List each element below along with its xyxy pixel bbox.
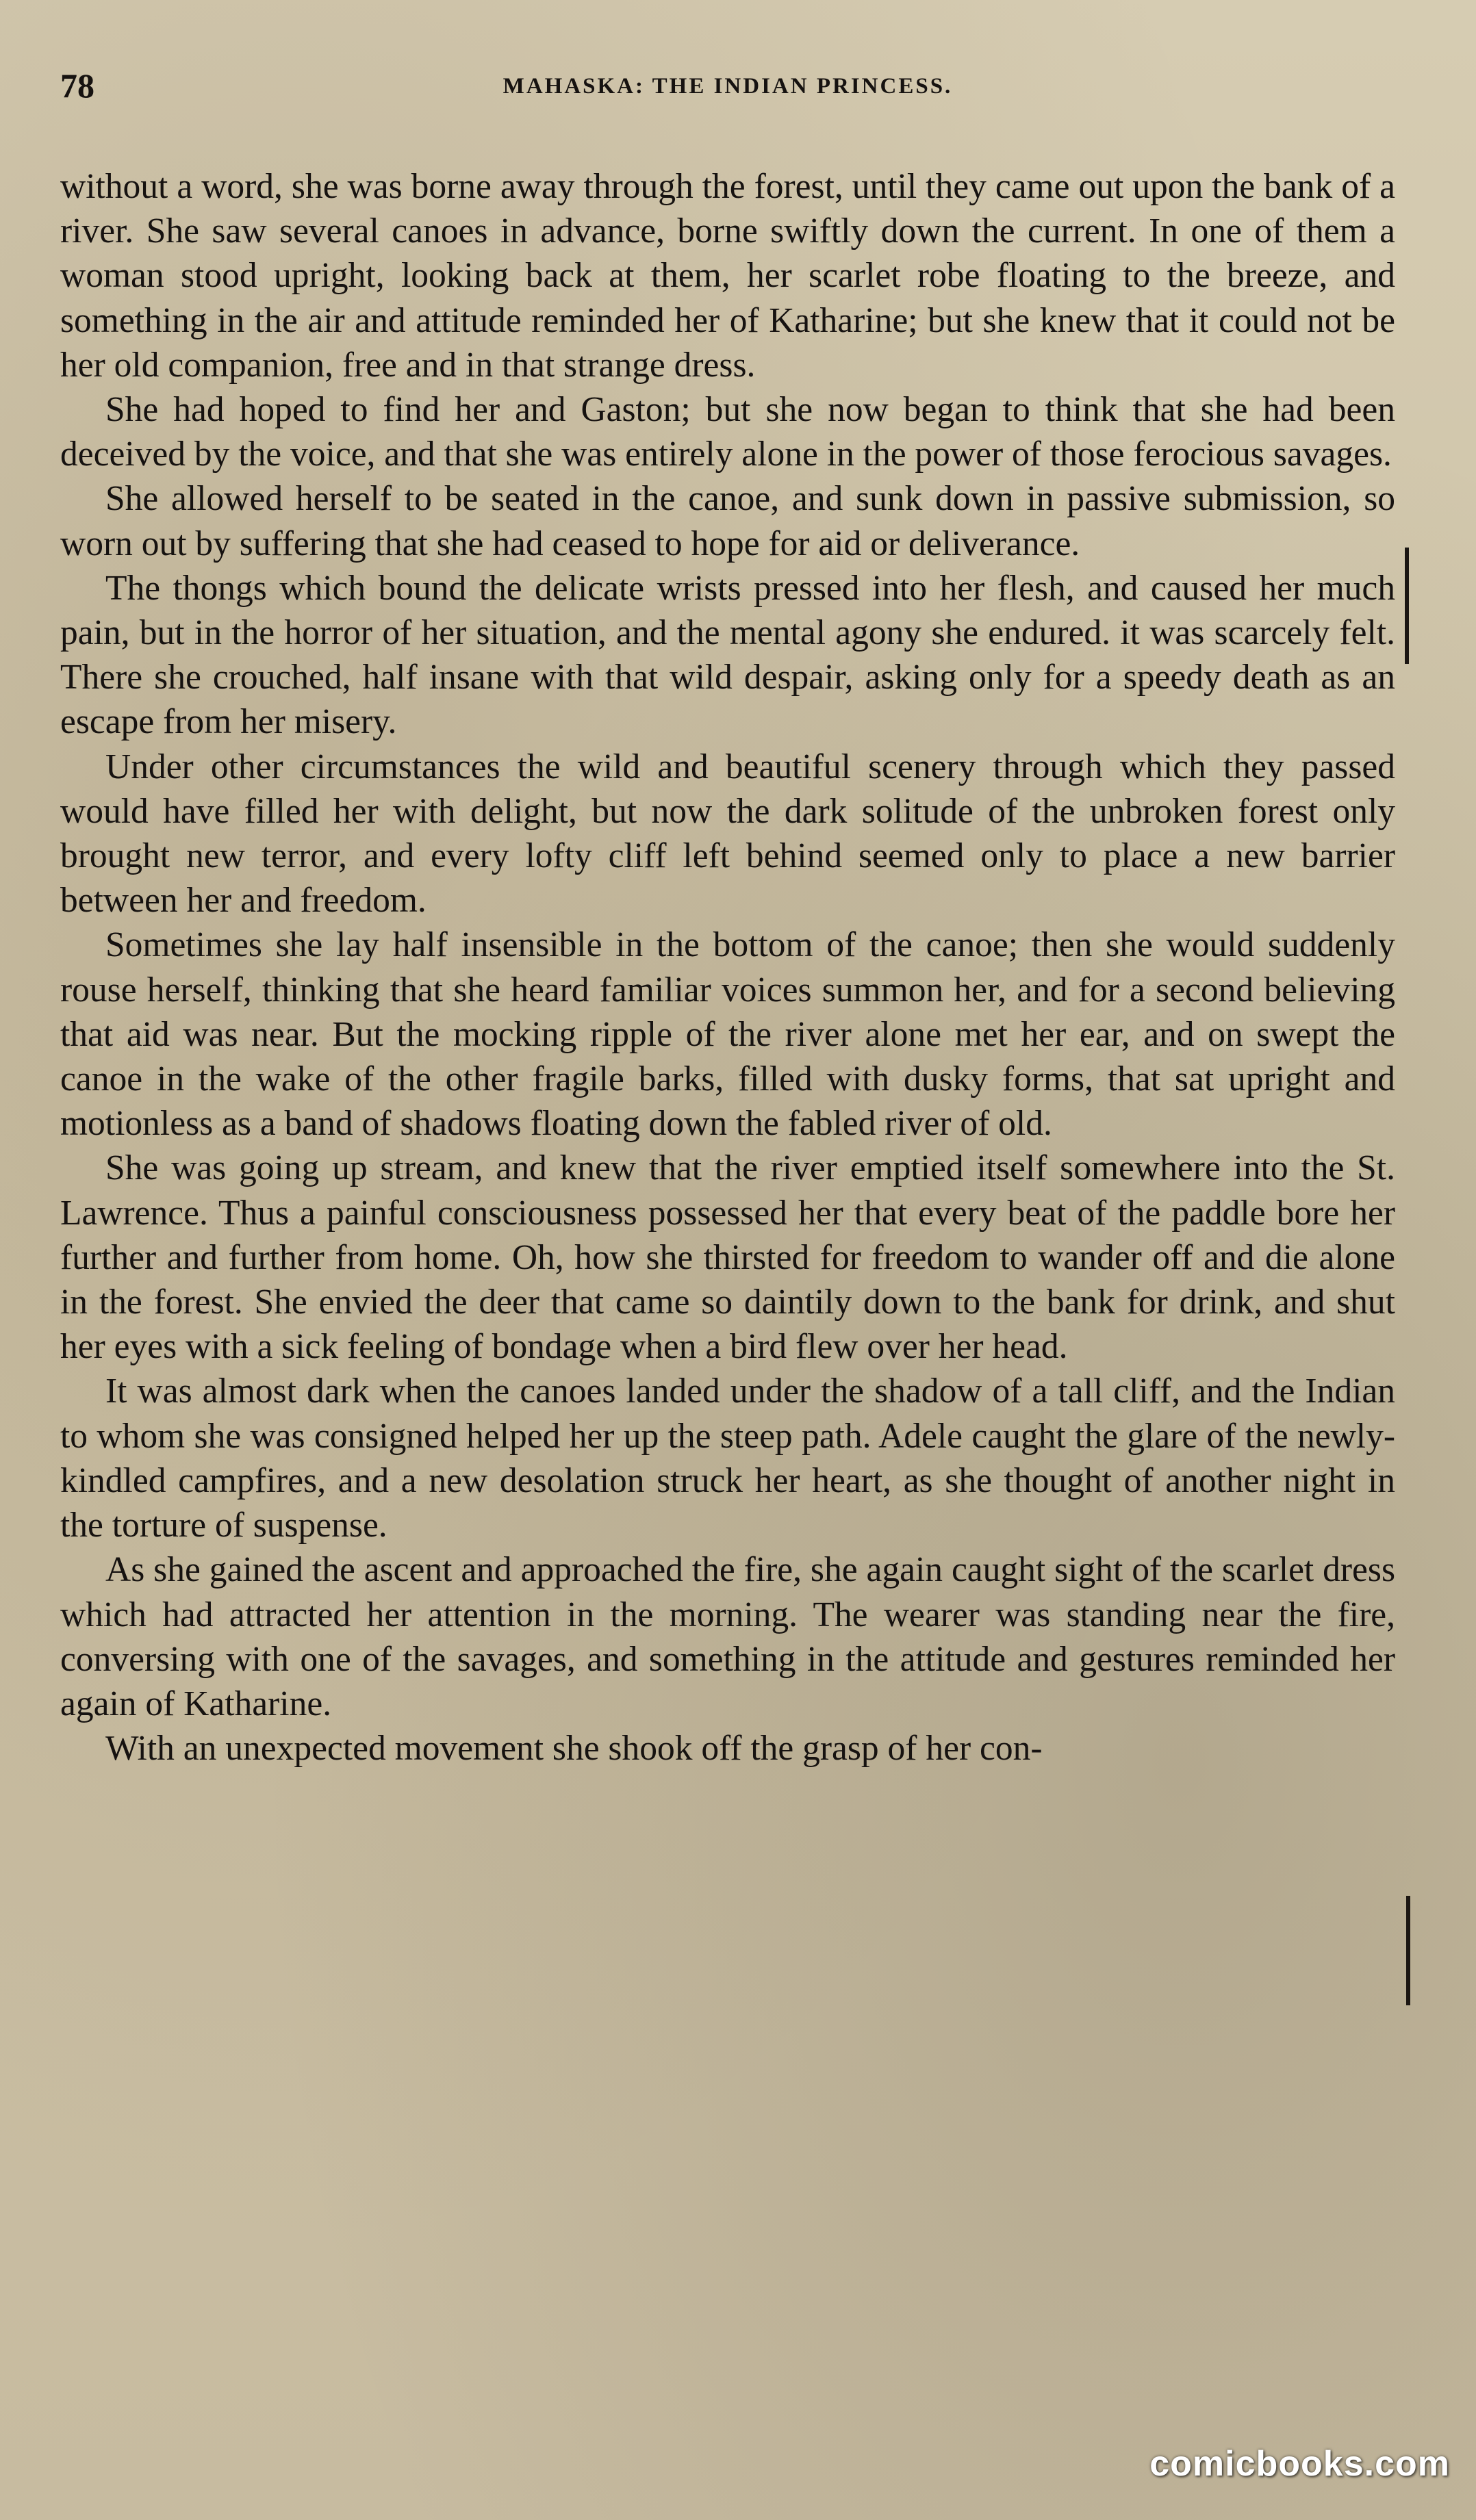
paragraph: without a word, she was borne away through the forest, until they came out upon the bank of a river. She saw several canoes in advance, borne swiftly down the current. In one of them a woman stood upright, looking back at them, her scarlet robe floating to the breeze, and something in the air and attitude reminded her of Katharine; but she knew that it could not be her old companion, free and in that strange dress. bbox=[60, 167, 1395, 385]
page-header bbox=[60, 62, 1395, 110]
margin-mark bbox=[1406, 1896, 1410, 2005]
paragraph: She had hoped to find her and Gaston; but she now began to think that she had been deceived by the voice, and that she was entirely alone in the power of those ferocious savages. bbox=[60, 390, 1395, 474]
paragraph: Under other circumstances the wild and beautiful scenery through which they passed would have filled her with delight, but now the dark solitude of the unbroken forest only brought new terror, and every lofty cliff left behind seemed only to place a new barrier between her and freedom. bbox=[60, 747, 1395, 921]
paragraph: She was going up stream, and knew that the river emptied itself somewhere into the St. Lawrence. Thus a painful consciousness possessed her that every beat of the paddle bore her further and further from home. Oh, how she thirsted for freedom to wander off and die alone in the forest. She envied the deer that came so daintily down to the bank for drink, and shut her eyes with a sick feeling of bondage when a bird flew over her head. bbox=[60, 1148, 1395, 1367]
book-page bbox=[60, 62, 1395, 2457]
paragraph: As she gained the ascent and approached the fire, she again caught sight of the scarlet dress which had attracted her attention in the morning. The wearer was standing near the fire, conversing with one of the savages, and something in the attitude and gestures reminded her again of Katharine. bbox=[60, 1550, 1395, 1723]
paragraph: With an unexpected movement she shook off the grasp of her con- bbox=[105, 1729, 1043, 1769]
margin-mark bbox=[1405, 548, 1409, 664]
body-text bbox=[60, 164, 1395, 1771]
page-number: 78 bbox=[60, 66, 94, 105]
paragraph: The thongs which bound the delicate wrists pressed into her flesh, and caused her much pain, but in the horror of her situation, and the mental agony she endured. it was scarcely felt. There she crouched, half insane with that wild despair, asking only for a speedy death as an escape from her misery. bbox=[60, 568, 1395, 742]
paragraph: Sometimes she lay half insensible in the bottom of the canoe; then she would suddenly rouse herself, thinking that she heard familiar voices summon her, and for a second believing that aid was near. But the mocking ripple of the river alone met her ear, and on swept the canoe in the wake of the other fragile barks, filled with dusky forms, that sat upright and motionless as a band of shadows floating down the fabled river of old. bbox=[60, 925, 1395, 1144]
paragraph: She allowed herself to be seated in the canoe, and sunk down in passive submission, so worn out by suffering that she had ceased to hope for aid or deliverance. bbox=[60, 479, 1395, 563]
running-head: MAHASKA: THE INDIAN PRINCESS. bbox=[502, 74, 953, 99]
paragraph: It was almost dark when the canoes landed under the shadow of a tall cliff, and the Indian to whom she was consigned helped her up the steep path. Adele caught the glare of the newly-kindled campfires, and a new desolation struck her heart, as she thought of another night in the torture of suspense. bbox=[60, 1372, 1395, 1545]
watermark: comicbooks.com bbox=[1149, 2444, 1450, 2484]
